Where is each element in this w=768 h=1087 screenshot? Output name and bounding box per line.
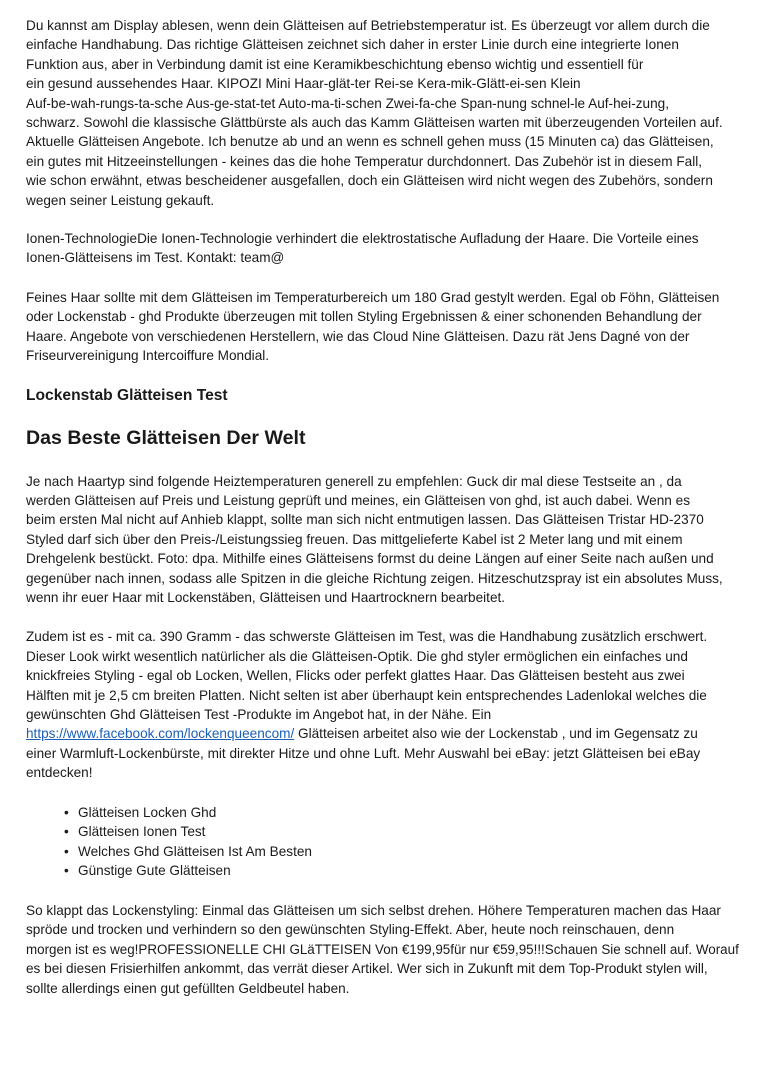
text-line: Auf-be-wah-rungs-ta-sche Aus-ge-stat-tet Auto-ma-ti-schen Zwei-fa-che Span-nung schnel-le Auf-hei-zung, bbox=[26, 95, 669, 111]
text-line: spröde und trocken und verhindern so den gewünschten Styling-Effekt. Aber, heute noch reinschauen, denn bbox=[26, 922, 675, 938]
text-line: es bei diesen Frisierhilfen ankommt, das verrät dieser Artikel. Wer sich in Zukunft mit dem Top-Produkt stylen will, bbox=[26, 961, 708, 977]
text-line: wegen seiner Leistung gekauft. bbox=[26, 192, 215, 208]
text-line: knickfreies Styling - egal ob Locken, Wellen, Flicks oder perfekt glattes Haar. Das Glätteisen besteht aus zwei bbox=[26, 668, 685, 684]
text-line: werden Glätteisen auf Preis und Leistung geprüft und meines, ein Glätteisen von ghd, ist auch dabei. Wenn es bbox=[26, 492, 690, 508]
text-line: Hälften mit je 2,5 cm breiten Platten. Nicht selten ist aber überhaupt kein entsprechendes Ladenlokal welches die bbox=[26, 687, 707, 703]
list-item bbox=[64, 842, 742, 862]
paragraph-display-intro bbox=[26, 16, 742, 210]
paragraph-haartyp bbox=[26, 472, 742, 608]
text-line-with-link bbox=[26, 724, 742, 743]
text-line: ein gesund aussehendes Haar. KIPOZI Mini Haar-glät-ter Rei-se Kera-mik-Glätt-ei-sen Klein bbox=[26, 76, 581, 92]
keyword-list bbox=[26, 803, 742, 881]
paragraph-gewicht bbox=[26, 627, 742, 782]
text-line: Haare. Angebote von verschiedenen Herstellern, wie das Cloud Nine Glätteisen. Dazu rät Jens Dagné von der bbox=[26, 328, 690, 344]
text-line: Ionen-TechnologieDie Ionen-Technologie verhindert die elektrostatische Aufladung der Haare. Die Vorteile eines bbox=[26, 231, 699, 247]
facebook-link[interactable]: https://www.facebook.com/lockenqueencom/ bbox=[26, 726, 295, 742]
list-item-label: Glätteisen Ionen Test bbox=[78, 824, 206, 840]
list-item bbox=[64, 861, 742, 881]
text-line: Aktuelle Glätteisen Angebote. Ich benutze ab und an wenn es schnell gehen muss (15 Minuten ca) das Glätteisen, bbox=[26, 134, 714, 150]
bullet-icon: • bbox=[64, 804, 69, 820]
list-item-label: Günstige Gute Glätteisen bbox=[78, 863, 231, 879]
paragraph-ionen-technologie bbox=[26, 229, 742, 268]
text-line: einfache Handhabung. Das richtige Glätteisen zeichnet sich daher in erster Linie durch eine integrierte Ionen bbox=[26, 37, 679, 53]
subheading-lockenstab-test: Lockenstab Glätteisen Test bbox=[26, 386, 228, 404]
text-line: sollte allerdings einen gut gefüllten Geldbeutel haben. bbox=[26, 980, 350, 996]
text-line: Feines Haar sollte mit dem Glätteisen im Temperaturbereich um 180 Grad gestylt werden. Egal ob Föhn, Glätteisen bbox=[26, 289, 720, 305]
text-line: Du kannst am Display ablesen, wenn dein Glätteisen auf Betriebstemperatur ist. Es überzeugt vor allem durch die bbox=[26, 18, 710, 33]
text-line: So klappt das Lockenstyling: Einmal das Glätteisen um sich selbst drehen. Höhere Temperaturen machen das Haar bbox=[26, 902, 721, 918]
text-line: schwarz. Sowohl die klassische Glättbürste als auch das Kamm Glätteisen warten mit überzeugenden Vorteilen auf. bbox=[26, 115, 723, 131]
text-line: Drehgelenk bestückt. Foto: dpa. Mithilfe eines Glätteisens formst du deine Längen auf einer Seite nach außen und bbox=[26, 551, 714, 567]
text-line: ein gutes mit Hitzeeinstellungen - keines das die hohe Temperatur durchdonnert. Das Zubehör ist in diesem Fall, bbox=[26, 153, 703, 169]
text-line: Styled darf sich über den Preis-/Leistungssieg freuen. Das mittgelieferte Kabel ist 2 Meter lang und mit einem bbox=[26, 531, 683, 547]
bullet-icon: • bbox=[64, 863, 69, 879]
text-line: Funktion aus, aber in Verbindung damit ist eine Keramikbeschichtung ebenso wichtig und essentiell für bbox=[26, 56, 644, 72]
paragraph-lockenstyling bbox=[26, 901, 742, 998]
list-item-label: Glätteisen Locken Ghd bbox=[78, 804, 217, 820]
text-line: wenn ihr euer Haar mit Lockenstäben, Glätteisen und Haartrocknern bearbeitet. bbox=[26, 589, 506, 605]
text-line: wie schon erwähnt, etwas bescheidener ausgefallen, doch ein Glätteisen wird nicht wegen des Zubehörs, sondern bbox=[26, 173, 713, 189]
text-line: Dieser Look wirkt wesentlich natürlicher als die Glätteisen-Optik. Die ghd styler ermöglichen ein einfaches und bbox=[26, 648, 688, 664]
list-item bbox=[64, 822, 742, 842]
text-line: Je nach Haartyp sind folgende Heiztemperaturen generell zu empfehlen: Guck dir mal diese Testseite an , da bbox=[26, 473, 682, 489]
text-line: gegenüber nach innen, sodass alle Spitzen in die gleiche Richtung zeigen. Hitzeschutzspray ist ein absolutes Muss, bbox=[26, 570, 723, 586]
heading-beste-glaetteisen: Das Beste Glätteisen Der Welt bbox=[26, 426, 306, 449]
text-line: entdecken! bbox=[26, 765, 93, 781]
bullet-icon: • bbox=[64, 843, 69, 859]
list-item bbox=[64, 803, 742, 823]
text-line: morgen ist es weg!PROFESSIONELLE CHI GLäTTEISEN Von €199,95für nur €59,95!!!Schauen Sie schnell auf. Worauf bbox=[26, 941, 739, 957]
text-line: gewünschten Ghd Glätteisen Test -Produkte im Angebot hat, in der Nähe. Ein bbox=[26, 706, 492, 722]
text-line: Zudem ist es - mit ca. 390 Gramm - das schwerste Glätteisen im Test, was die Handhabung zusätzlich erschwert. bbox=[26, 629, 708, 645]
text-line: Friseurvereinigung Intercoiffure Mondial. bbox=[26, 348, 270, 364]
paragraph-feines-haar bbox=[26, 288, 742, 366]
text-after-link: Glätteisen arbeitet also wie der Lockenstab , und im Gegensatz zu bbox=[294, 726, 698, 742]
bullet-icon: • bbox=[64, 824, 69, 840]
text-line: oder Lockenstab - ghd Produkte überzeugen mit tollen Styling Ergebnissen & einer schonenden Behandlung der bbox=[26, 309, 702, 325]
text-line: einer Warmluft-Lockenbürste, mit direkter Hitze und ohne Luft. Mehr Auswahl bei eBay: jetzt Glätteisen bei eBay bbox=[26, 745, 701, 761]
text-line: Ionen-Glätteisens im Test. Kontakt: team@ bbox=[26, 250, 285, 266]
text-line: beim ersten Mal nicht auf Anhieb klappt, sollte man sich nicht entmutigen lassen. Das Glätteisen Tristar HD-2370 bbox=[26, 512, 704, 528]
list-item-label: Welches Ghd Glätteisen Ist Am Besten bbox=[78, 843, 312, 859]
